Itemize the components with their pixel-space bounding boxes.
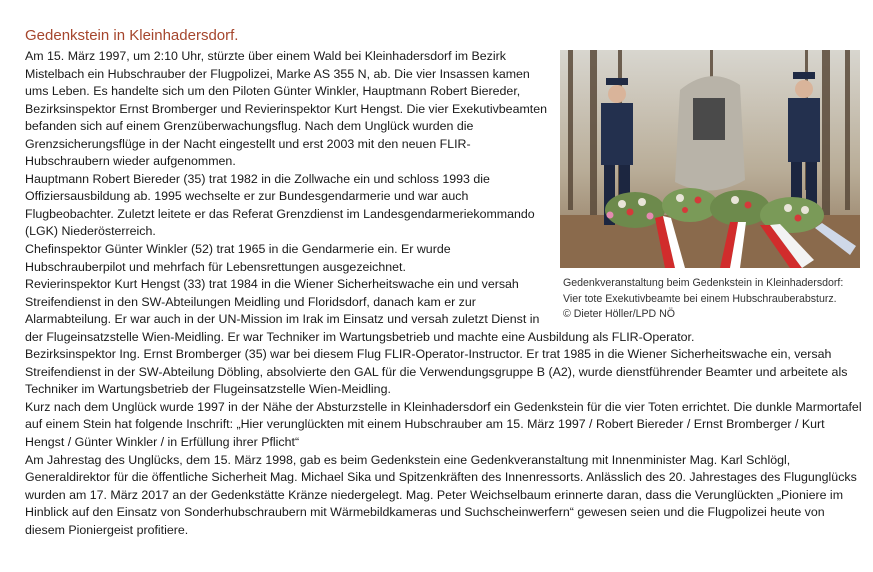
paragraph: Revierinspektor Kurt Hengst (33) trat 1984 in die Wiener Sicherheitswache ein und versah Streifendienst in den SW-Abteilungen Meidling und Floridsdorf, danach kam er zur Alarmabteilung. Er war auch in der UN-Mission im Irak im Einsatz und versah zuletzt Dienst in der Flugeinsatzstelle Wien-Meidling. Er war Techniker im Wartungsbetrieb und machte eine Ausbildung als FLIR-Operator. (25, 277, 695, 344)
caption-line: Vier tote Exekutivbeamte bei einem Hubschrauberabsturz. (563, 292, 837, 305)
paragraph: Am Jahrestag des Unglücks, dem 15. März 1998, gab es beim Gedenkstein eine Gedenkveranstaltung mit Innenminister Mag. Karl Schlögl, Generaldirektor für die öffentliche Sicherheit Mag. Michael Sika und Spitzenkräften des Innenressorts. Anlässlich des 20. Jahrestages des Flugunglücks wurden am 17. März 2017 an der Gedenkstätte Kränze niedergelegt. Mag. Peter Weichselbaum erinnerte daran, dass die Verunglückten „Pioniere im Hinblick auf den Einsatz von Sonderhubschraubern mit Wärmebildkameras und Suchscheinwerfern“ gewesen seien und die Flugpolizei heute von diesem Pioniergeist profitiere. (25, 452, 857, 537)
caption-line: Gedenkveranstaltung beim Gedenkstein in Kleinhadersdorf: (563, 277, 844, 289)
photo-caption (560, 276, 865, 323)
paragraph: Chefinspektor Günter Winkler (52) trat 1965 in die Gendarmerie ein. Er wurde Hubschrauberpilot und mehrfach für Lebensrettungen ausgezeichnet. (25, 242, 451, 274)
paragraph: Kurz nach dem Unglück wurde 1997 in der Nähe der Absturzstelle in Kleinhadersdorf ein Gedenkstein für die vier Toten errichtet. Die dunkle Marmortafel auf einem Stein hat folgende Inschrift: „Hier verunglückten mit einem Hubschrauber am 15. März 1997 / Robert Biereder / Ernst Bromberger / Kurt Hengst / Günter Winkler / in Erfüllung ihrer Pflicht“ (25, 399, 862, 450)
memorial-photo (560, 50, 860, 268)
caption-credit: © Dieter Höller/LPD NÖ (563, 308, 676, 320)
paragraph: Am 15. März 1997, um 2:10 Uhr, stürzte über einem Wald bei Kleinhadersdorf im Bezirk Mistelbach ein Hubschrauber der Flugpolizei, Marke AS 355 N, ab. Die vier Insassen kamen ums Leben. Es handelte sich um den Piloten Günter Winkler, Hauptmann Robert Biereder, Bezirksinspektor Ernst Bromberger und Revierinspektor Kurt Hengst. Die vier Exekutivbeamten befanden sich auf einem Grenzüberwachungsflug. Nach dem Unglück wurden die Grenzsicherungsflüge in der Nacht eingestellt und erst 2003 mit den neuen FLIR-Hubschraubern wieder aufgenommen. (25, 49, 548, 169)
paragraph: Bezirksinspektor Ing. Ernst Bromberger (35) war bei diesem Flug FLIR-Operator-Instructor. Er trat 1985 in die Wiener Sicherheitswache ein, versah Streifendienst in der SW-Abteilung Döbling, absolvierte den GAL für die Verwendungsgruppe B (A2), wurde dienstführender Beamter und arbeitete als Techniker im Wartungsbetrieb der Flugeinsatzstelle Wien-Meidling. (25, 347, 848, 397)
paragraph: Hauptmann Robert Biereder (35) trat 1982 in die Zollwache ein und schloss 1993 die Offiziersausbildung ab. 1995 wechselte er zur Bundesgendarmerie und war auch Flugbeobachter. Zuletzt leitete er das Referat Grenzdienst im Landesgendarmeriekommando (LGK) Niederösterreich. (25, 171, 535, 239)
article-title: Gedenkstein in Kleinhadersdorf. (25, 27, 239, 44)
article-body (25, 48, 865, 539)
article-figure (560, 48, 865, 323)
